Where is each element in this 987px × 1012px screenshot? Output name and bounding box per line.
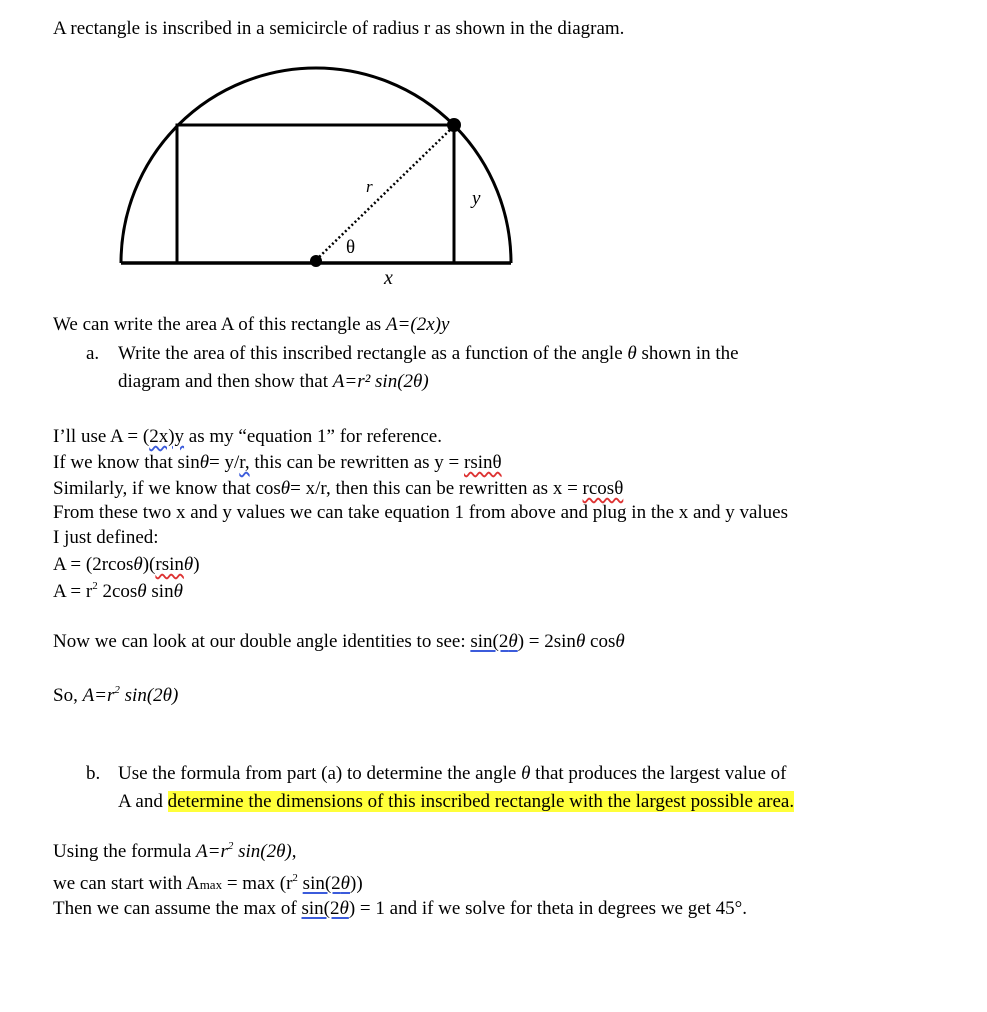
work-a-line7: $A = r^2$ 2cosθ sinθ	[53, 580, 183, 602]
semicircle-diagram	[0, 40, 987, 340]
center-point	[310, 255, 322, 267]
work-a-line3: Similarly, if we know that cosθ= x/r, then this can be rewritten as x = rcosθ	[53, 478, 624, 499]
label-x: x	[384, 267, 393, 289]
work-a-line4: From these two x and y values we can take equation 1 from above and plug in the x and y values	[53, 502, 788, 523]
work-b-line1: Using the formula $A=r^2$ sin(2θ),	[53, 840, 297, 862]
work-b-line2: we can start with $Amax = \max (r^2$ sin(2θ))	[53, 872, 363, 894]
inscribed-rectangle	[177, 125, 454, 263]
work-a-line5: I just defined:	[53, 527, 159, 548]
work-a-line6: A = (2rcosθ)(rsinθ)	[53, 554, 200, 575]
corner-point	[447, 118, 461, 132]
part-a-line1: a. Write the area of this inscribed rectangle as a function of the angle θ shown in the	[86, 343, 739, 364]
work-a-line1: I’ll use A = (2x)y as my “equation 1” for reference.	[53, 426, 442, 447]
work-a-line9: So, $A=r^2$ sin(2θ)	[53, 684, 179, 706]
highlighted-instruction: determine the dimensions of this inscribed rectangle with the largest possible area.	[167, 791, 795, 812]
work-a-line2: If we know that sinθ= y/r, this can be rewritten as y = rsinθ	[53, 452, 502, 473]
radius-dotted-line	[316, 126, 454, 260]
work-b-line3: Then we can assume the max of sin(2θ) = 1 and if we solve for theta in degrees we get 45°.	[53, 898, 748, 919]
intro-text: A rectangle is inscribed in a semicircle of radius r as shown in the diagram.	[53, 18, 625, 39]
part-b-line2: A and determine the dimensions of this inscribed rectangle with the largest possible area.	[118, 791, 795, 812]
part-a-line2: diagram and then show that A=r² sin(2θ)	[118, 371, 429, 392]
area-intro: We can write the area A of this rectangle as A=(2x)y	[53, 314, 450, 335]
work-a-line8: Now we can look at our double angle identities to see: sin(2θ) = 2sinθ cosθ	[53, 631, 625, 652]
label-theta: θ	[346, 237, 356, 258]
part-b-line1: b. Use the formula from part (a) to determine the angle θ that produces the largest value of	[86, 763, 787, 784]
area-formula: A=(2x)y	[385, 314, 450, 335]
label-y: y	[472, 188, 481, 209]
label-r: r	[366, 177, 373, 196]
